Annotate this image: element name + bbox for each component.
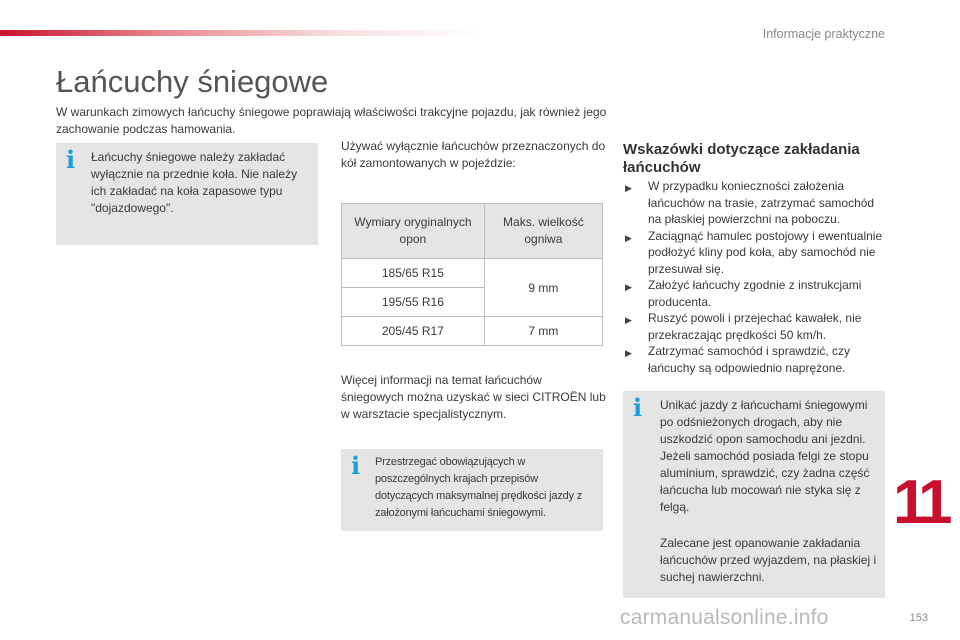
table-cell-link-size: 7 mm bbox=[484, 317, 602, 346]
fitting-steps-list bbox=[623, 178, 885, 376]
list-item: ▶ Zatrzymać samochód i sprawdzić, czy łańcuchy są odpowiednio naprężone. bbox=[625, 344, 851, 375]
table-cell-tire: 195/55 R16 bbox=[342, 288, 485, 317]
note-road-conditions bbox=[623, 391, 885, 598]
table-cell-tire: 185/65 R15 bbox=[342, 259, 485, 288]
table-header-row bbox=[342, 204, 603, 259]
bullet-arrow-icon: ▶ bbox=[625, 183, 632, 193]
note-road-conditions-text: Unikać jazdy z łańcuchami śniegowymi po odśnieżonych drogach, aby nie uszkodzić opon samochodu ani jezdni. Jeżeli samochód posiada felgi ze stopu aluminium, sprawdzić, czy żadna część łańcucha lub mocowań nie styka się z felgą. bbox=[660, 398, 870, 514]
list-item: ▶ Ruszyć powoli i przejechać kawałek, nie przekraczając prędkości 50 km/h. bbox=[625, 311, 862, 342]
tire-chain-table bbox=[341, 203, 603, 346]
table-row bbox=[342, 259, 603, 288]
table-cell-link-size: 9 mm bbox=[484, 259, 602, 317]
table-header-tire: Wymiary oryginalnych opon bbox=[342, 204, 485, 259]
chains-usage-text: Używać wyłącznie łańcuchów przeznaczonych do kół zamontowanych w pojeździe: bbox=[341, 139, 606, 170]
table-row bbox=[342, 317, 603, 346]
header-accent-bar bbox=[0, 30, 480, 36]
fitting-tips-heading: Wskazówki dotyczące zakładania łańcuchów bbox=[623, 141, 860, 176]
bullet-arrow-icon: ▶ bbox=[625, 315, 632, 325]
info-icon: i bbox=[351, 451, 361, 480]
info-icon: i bbox=[633, 393, 643, 422]
page-title: Łańcuchy śniegowe bbox=[56, 64, 329, 99]
intro-paragraph: W warunkach zimowych łańcuchy śniegowe poprawiają właściwości trakcyjne pojazdu, jak również jego zachowanie podczas hamowania. bbox=[56, 105, 607, 136]
list-item: ▶ Założyć łańcuchy zgodnie z instrukcjami producenta. bbox=[625, 278, 862, 309]
note-practice-text: Zalecane jest opanowanie zakładania łańcuchów przed wyjazdem, na płaskiej i suchej nawierzchni. bbox=[660, 536, 877, 584]
list-item: ▶ W przypadku konieczności założenia łańcuchów na trasie, zatrzymać samochód na płaskiej powierzchni na poboczu. bbox=[625, 179, 875, 226]
more-info-text: Więcej informacji na temat łańcuchów śniegowych można uzyskać w sieci CITROËN lub w warsztacie specjalistycznym. bbox=[341, 373, 606, 421]
info-icon: i bbox=[66, 145, 76, 174]
section-label: Informacje praktyczne bbox=[762, 27, 885, 41]
bullet-arrow-icon: ▶ bbox=[625, 232, 632, 243]
table-cell-tire: 205/45 R17 bbox=[342, 317, 485, 346]
table-header-link-size: Maks. wielkość ogniwa bbox=[484, 204, 602, 259]
bullet-arrow-icon: ▶ bbox=[625, 348, 632, 358]
note-speed-regulations bbox=[341, 449, 603, 531]
list-item: ▶ Zaciągnąć hamulec postojowy i ewentualnie podłożyć kliny pod koła, aby samochód nie przesuwał się. bbox=[625, 228, 883, 276]
page-number: 153 bbox=[909, 612, 928, 624]
note-speed-regulations-text: Przestrzegać obowiązujących w poszczególnych krajach przepisów dotyczących maksymalnej prędkości jazdy z założonymi łańcuchami śniegowymi. bbox=[375, 456, 582, 519]
bullet-arrow-icon: ▶ bbox=[625, 282, 632, 292]
note-front-wheels bbox=[56, 143, 318, 245]
note-front-wheels-text: Łańcuchy śniegowe należy zakładać wyłącznie na przednie koła. Nie należy ich zakładać na koła zapasowe typu "dojazdowego". bbox=[91, 150, 298, 215]
chapter-number: 11 bbox=[893, 468, 947, 537]
watermark: carmanualsonline.info bbox=[620, 606, 829, 629]
